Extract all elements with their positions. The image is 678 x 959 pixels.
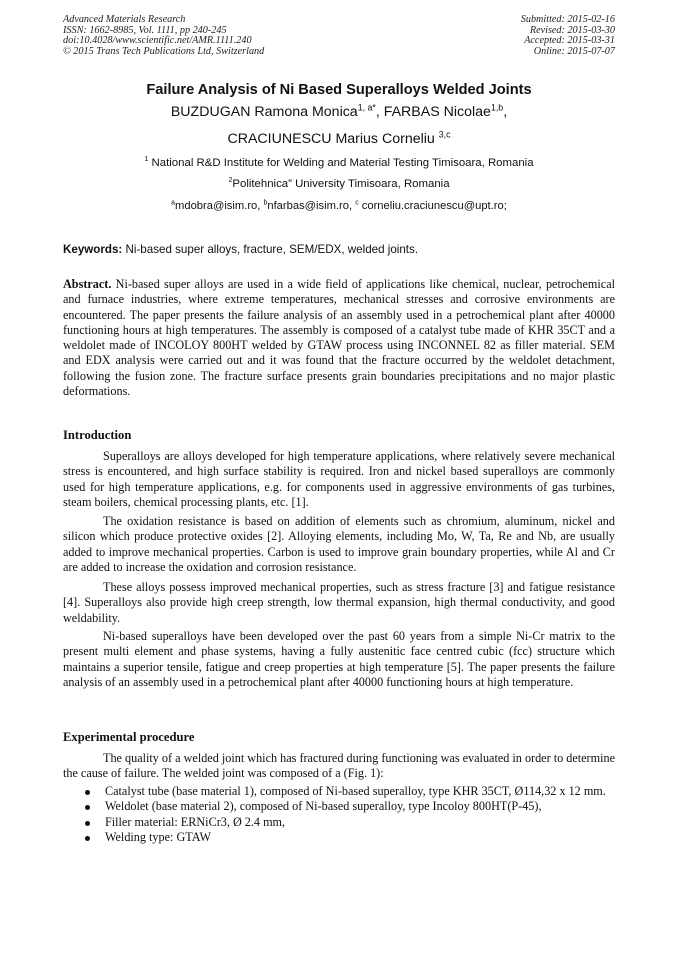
- author-2-tail: ,: [503, 104, 508, 120]
- author-separator: ,: [375, 104, 384, 120]
- doi-line: doi:10.4028/www.scientific.net/AMR.1111.240: [63, 35, 252, 47]
- paper-title: Failure Analysis of Ni Based Superalloys Welded Joints: [146, 82, 532, 98]
- intro-paragraph-4: Ni-based superalloys have been developed over the past 60 years from a simple Ni-Cr matrix to the present multi element and phase systems, having a fully austenitic face centred cubic (fcc) structure which maintains a superior tensile, fatigue and creep properties at high temperature [5]. The paper presents the failure analysis of an assembly used in a petrochemical plant after 40000 functioning hours at high temperature.: [63, 629, 615, 689]
- keywords-text: Ni-based super alloys, fracture, SEM/EDX, welded joints.: [122, 243, 419, 256]
- introduction-heading: Introduction: [63, 428, 132, 442]
- keywords-label: Keywords:: [63, 243, 123, 256]
- intro-paragraph-3: These alloys possess improved mechanical properties, such as stress fracture [3] and fatigue resistance [4]. Superalloys also provide high creep strength, low thermal expansion, high thermal conductivity, and good weldability.: [63, 580, 615, 625]
- publication-dates: [521, 15, 615, 57]
- email-c-sup: c: [355, 199, 359, 207]
- list-item-text: Filler material: ERNiCr3, Ø 2.4 mm,: [105, 814, 286, 829]
- abstract: [63, 277, 615, 399]
- issn-line: ISSN: 1662-8985, Vol. 1111, pp 240-245: [63, 24, 227, 36]
- list-item-text: Welding type: GTAW: [105, 829, 212, 844]
- author-1-sup: 1, a*: [357, 102, 376, 113]
- author-1: BUZDUGAN Ramona Monica: [170, 104, 358, 120]
- materials-list: [63, 784, 615, 845]
- experimental-heading: Experimental procedure: [63, 730, 195, 744]
- bullet-icon: [85, 790, 90, 795]
- affiliation-1-sup: 1: [144, 156, 149, 164]
- list-item: [63, 815, 615, 830]
- abstract-label: Abstract.: [63, 277, 112, 291]
- experimental-paragraph-1: The quality of a welded joint which has fractured during functioning was evaluated in order to determine the cause of failure. The welded joint was composed of a (Fig. 1):: [63, 751, 615, 781]
- authors-line-1: [0, 104, 678, 120]
- affiliation-2: [0, 178, 678, 190]
- email-a-sup: a: [171, 199, 176, 207]
- authors-line-2: [0, 131, 678, 147]
- bullet-icon: [85, 805, 90, 810]
- email-a: mdobra@isim.ro,: [175, 200, 264, 212]
- list-item-text: Catalyst tube (base material 1), composed of Ni-based superalloy, type KHR 35CT, Ø114,32 x 12 mm.: [105, 784, 606, 798]
- accepted-date: Accepted: 2015-03-31: [524, 35, 615, 47]
- author-2: FARBAS Nicolae: [383, 104, 491, 120]
- list-item-text: Weldolet (base material 2), composed of Ni-based superalloy, type Incoloy 800HT(P-45),: [105, 799, 542, 814]
- bullet-icon: [85, 836, 90, 841]
- keywords: [63, 243, 615, 256]
- revised-date: Revised: 2015-03-30: [529, 24, 615, 36]
- author-2-sup: 1,b: [490, 102, 504, 113]
- affiliation-1: [0, 157, 678, 169]
- affiliation-2-sup: 2: [228, 177, 233, 185]
- email-c: corneliu.craciunescu@upt.ro;: [358, 200, 507, 212]
- email-b-sup: b: [263, 199, 268, 207]
- author-3-sup: 3,c: [438, 129, 451, 140]
- list-item: [63, 830, 615, 845]
- intro-paragraph-1: Superalloys are alloys developed for high temperature applications, where relatively severe mechanical stress is encountered, and high surface stability is required. Iron and nickel based superalloys are commonly used for high temperature applications, e.g. for components used in aggressive environments of gas turbines, steam boilers, chemical processing plants, etc. [1].: [63, 449, 615, 509]
- list-item: [63, 784, 615, 799]
- abstract-text: Ni-based super alloys are used in a wide field of applications like chemical, nuclear, petrochemical and furnace industries, where extreme temperatures, mechanical stresses and corrosive environments are encountered. The paper presents the failure analysis of an assembly used in a petrochemical plant after 40000 functioning hours at high temperatures. The assembly is composed of a catalyst tube made of KHR 35CT and a weldolet made of INCOLOY 800HT welded by GTAW process using INCONNEL 82 as filler material. SEM and EDX analysis were carried out and it was found that the fracture occurred by the weldolet detachment, following the fusion zone. The fracture surface presents grain boundaries precipitations and no major plastic deformations.: [63, 277, 615, 399]
- journal-name: Advanced Materials Research: [63, 14, 186, 25]
- emails-line: [0, 200, 678, 212]
- author-3: CRACIUNESCU Marius Corneliu: [227, 131, 439, 147]
- list-item: [63, 799, 615, 814]
- affiliation-1-text: National R&D Institute for Welding and Material Testing Timisoara, Romania: [148, 157, 534, 169]
- intro-paragraph-2: The oxidation resistance is based on addition of elements such as chromium, aluminum, nickel and silicon which produce protective oxides [2]. Alloying elements, including Mo, W, Ta, Re and Nb, are usually added to improve mechanical properties. Carbon is used to improve grain boundary properties, while Al and Cr are added to increase the oxidation and corrosion resistance.: [63, 514, 615, 574]
- copyright-line: © 2015 Trans Tech Publications Ltd, Switzerland: [63, 45, 265, 57]
- bullet-icon: [85, 821, 90, 826]
- email-b: nfarbas@isim.ro,: [267, 200, 356, 212]
- affiliation-2-text: Politehnica” University Timisoara, Romania: [232, 178, 450, 190]
- submitted-date: Submitted: 2015-02-16: [520, 14, 615, 25]
- journal-info: [63, 15, 264, 57]
- online-date: Online: 2015-07-07: [533, 45, 615, 57]
